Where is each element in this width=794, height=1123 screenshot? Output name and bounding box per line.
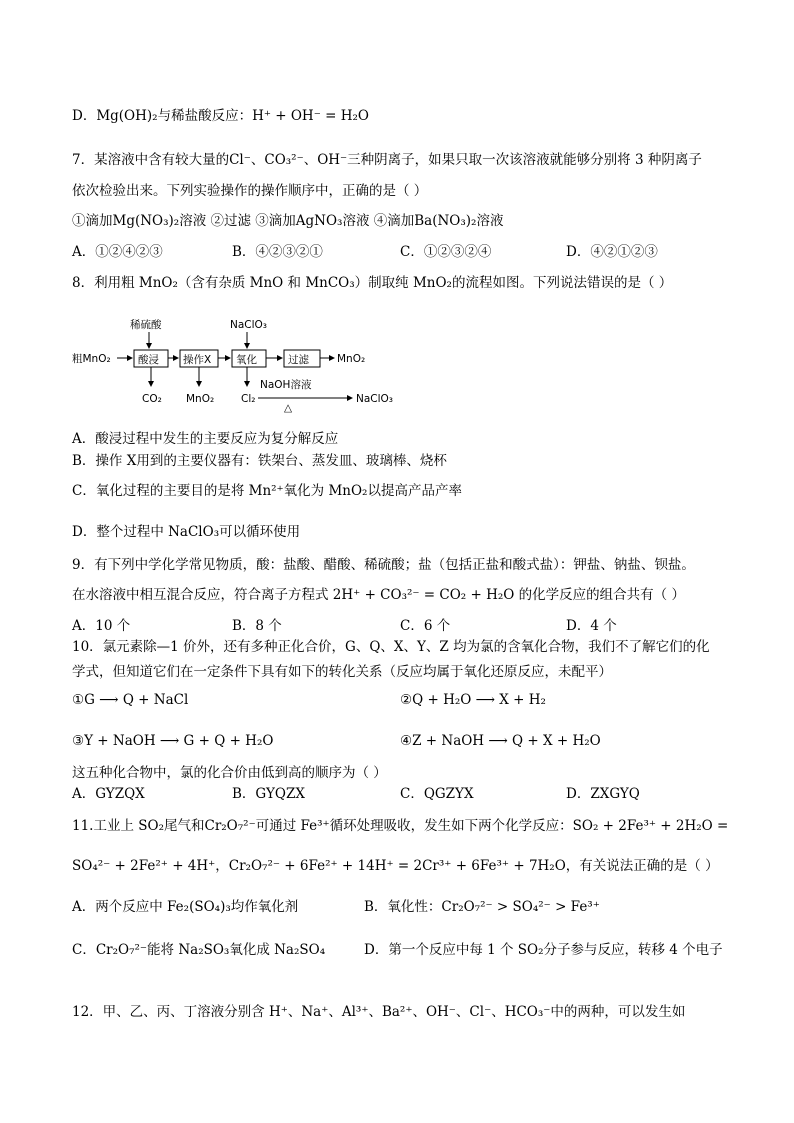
q7-option-b: B．④②③②① [232, 244, 323, 260]
flow-out-co2: CO₂ [142, 393, 162, 405]
flow-out-cl2: Cl₂ [241, 393, 256, 405]
q10-reaction-1: ①G ⟶ Q + NaCl [72, 692, 189, 708]
q10-stem-line3: 这五种化合物中，氯的化合价由低到高的顺序为（ ） [72, 765, 387, 781]
q10-reaction-4: ④Z + NaOH ⟶ Q + X + H₂O [400, 733, 601, 749]
q12-stem-line1: 12．甲、乙、丙、丁溶液分别含 H⁺、Na⁺、Al³⁺、Ba²⁺、OH⁻、Cl⁻、HCO₃⁻中的两种，可以发生如 [72, 1004, 686, 1020]
q9-stem-line2: 在水溶液中相互混合反应，符合离子方程式 2H⁺ + CO₃²⁻ = CO₂ + H₂O 的化学反应的组合共有（ ） [72, 587, 685, 603]
flow-reagent-naclo3: NaClO₃ [230, 319, 268, 331]
q11-option-b: B．氧化性：Cr₂O₇²⁻ > SO₄²⁻ > Fe³⁺ [364, 899, 600, 915]
q11-option-d: D．第一个反应中每 1 个 SO₂分子参与反应，转移 4 个电子 [364, 942, 723, 958]
q7-option-a: A．①②④②③ [72, 244, 163, 260]
q8-option-a: A．酸浸过程中发生的主要反应为复分解反应 [72, 431, 339, 447]
q9-option-b: B．8 个 [232, 618, 282, 634]
flow-product: NaClO₃ [356, 393, 394, 405]
q10-option-b: B．GYQZX [232, 786, 305, 802]
flow-cond-naoh: NaOH溶液 [260, 379, 312, 391]
q11-option-a: A．两个反应中 Fe₂(SO₄)₃均作氧化剂 [72, 899, 299, 915]
q8-option-b: B．操作 X用到的主要仪器有：铁架台、蒸发皿、玻璃棒、烧杯 [72, 453, 447, 469]
q11-option-c: C．Cr₂O₇²⁻能将 Na₂SO₃氧化成 Na₂SO₄ [72, 942, 326, 958]
q9-option-d: D．4 个 [566, 618, 617, 634]
flow-cond-heat: △ [284, 402, 293, 414]
flow-out-mno2: MnO₂ [186, 393, 215, 405]
q8-stem: 8．利用粗 MnO₂（含有杂质 MnO 和 MnCO₃）制取纯 MnO₂的流程如图。下列说法错误的是（ ） [72, 275, 673, 291]
flow-input: 粗MnO₂ [72, 353, 111, 365]
q11-stem-line1: 11.工业上 SO₂尾气和Cr₂O₇²⁻可通过 Fe³⁺循环处理吸收，发生如下两个化学反应：SO₂ + 2Fe³⁺ + 2H₂O = [72, 818, 729, 834]
flow-step4: 过滤 [288, 354, 309, 366]
q7-option-c: C．①②③②④ [400, 244, 492, 260]
q9-stem-line1: 9．有下列中学化学常见物质，酸：盐酸、醋酸、稀硫酸；盐（包括正盐和酸式盐）：钾盐、钠盐、钡盐。 [72, 557, 695, 573]
q10-reaction-3: ③Y + NaOH ⟶ G + Q + H₂O [72, 733, 274, 749]
flow-reagent-acid: 稀硫酸 [130, 319, 162, 331]
q6-option-d: D．Mg(OH)₂与稀盐酸反应：H⁺ + OH⁻ = H₂O [72, 108, 369, 124]
q8-option-c: C．氧化过程的主要目的是将 Mn²⁺氧化为 MnO₂以提高产品产率 [72, 483, 462, 499]
q10-reaction-2: ②Q + H₂O ⟶ X + H₂ [400, 692, 546, 708]
q8-option-d: D．整个过程中 NaClO₃可以循环使用 [72, 524, 301, 540]
q10-stem-line1: 10．氯元素除—1 价外，还有多种正化合价，G、Q、X、Y、Z 均为氯的含氧化合物，我们不了解它们的化 [72, 639, 710, 655]
q7-stem-line1: 7．某溶液中含有较大量的Cl⁻、CO₃²⁻、OH⁻三种阴离子，如果只取一次该溶液就能够分别将 3 种阴离子 [72, 152, 702, 168]
q7-option-d: D．④②①②③ [566, 244, 658, 260]
q10-option-d: D．ZXGYQ [566, 786, 640, 802]
flow-step1: 酸浸 [138, 354, 159, 366]
flow-step3: 氧化 [236, 354, 257, 366]
flow-step2: 操作X [183, 354, 212, 366]
q9-option-a: A．10 个 [72, 618, 131, 634]
q10-stem-line2: 学式，但知道它们在一定条件下具有如下的转化关系（反应均属于氧化还原反应，未配平） [72, 664, 612, 680]
q9-option-c: C．6 个 [400, 618, 451, 634]
q7-operations: ①滴加Mg(NO₃)₂溶液 ②过滤 ③滴加AgNO₃溶液 ④滴加Ba(NO₃)₂溶液 [72, 213, 504, 229]
q8-flow-diagram [72, 310, 402, 415]
q11-stem-line2: SO₄²⁻ + 2Fe²⁺ + 4H⁺，Cr₂O₇²⁻ + 6Fe²⁺ + 14H⁺ = 2Cr³⁺ + 6Fe³⁺ + 7H₂O，有关说法正确的是（ ） [72, 858, 719, 874]
q10-option-a: A．GYZQX [72, 786, 145, 802]
q7-stem-line2: 依次检验出来。下列实验操作的操作顺序中，正确的是（ ） [72, 183, 428, 199]
flow-output: MnO₂ [337, 353, 366, 365]
q10-option-c: C．QGZYX [400, 786, 474, 802]
